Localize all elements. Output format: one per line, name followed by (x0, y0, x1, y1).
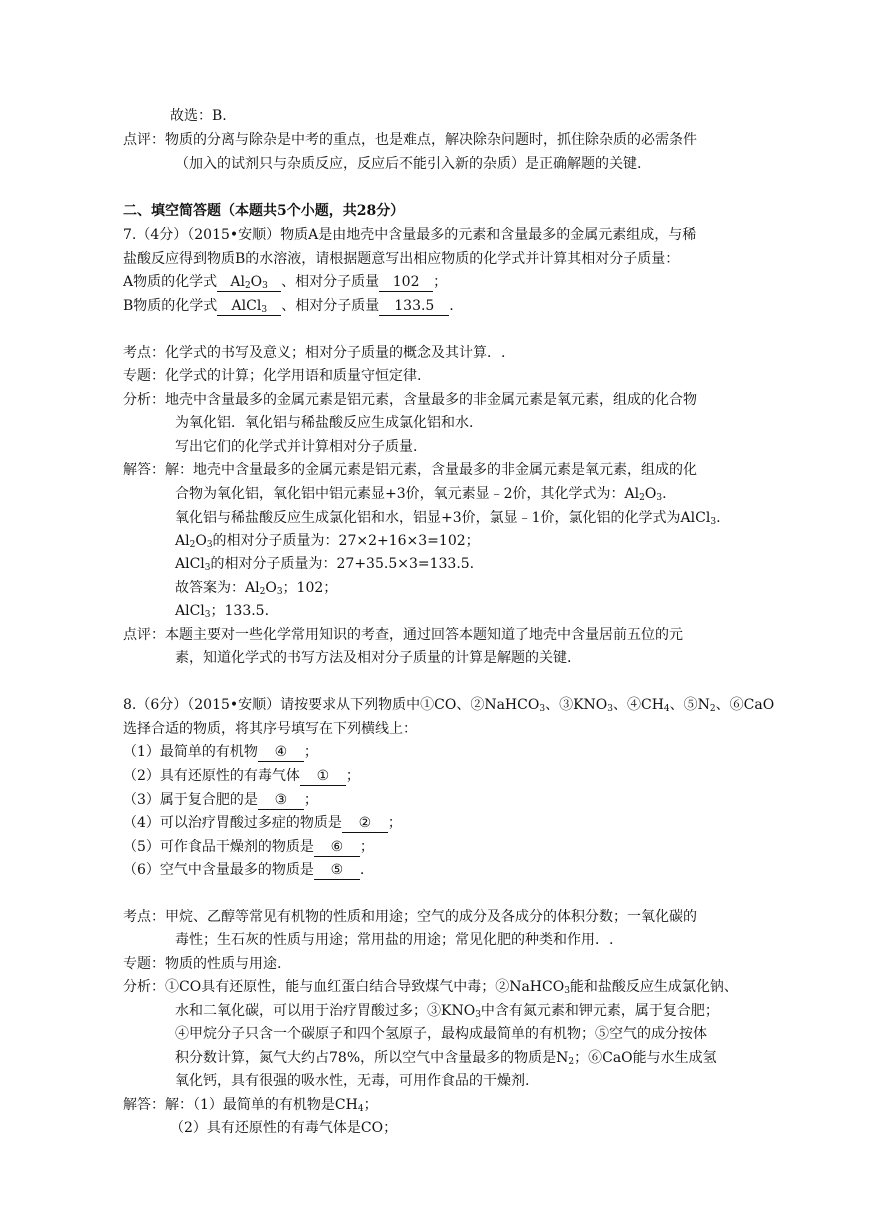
q7-jieda-4: $Al_2O_3$的相对分子质量为：27×2+16×3=102； (175, 533, 480, 550)
q8-answer-blank: ① (300, 768, 346, 786)
q8-fenxi-3: ④甲烷分子只含一个碳原子和四个氢原子，最构成最简单的有机物；⑤空气的成分按体 (175, 1026, 707, 1042)
q8-item-6: （6）空气中含量最多的物质是 ⑤ . (123, 862, 365, 878)
q7-zhuanti: 专题：化学式的计算；化学用语和质量守恒定律. (123, 368, 422, 384)
q7-pingjia-1: 点评：本题主要对一些化学常用知识的考查，通过回答本题知道了地壳中含量居前五位的元 (123, 627, 683, 643)
q8-kaodian-2: 毒性；生石灰的性质与用途；常用盐的用途；常见化肥的种类和作用．. (175, 932, 614, 948)
q8-stem-2: 选择合适的物质，将其序号填写在下列横线上： (123, 721, 417, 737)
q7-fenxi-3: 写出它们的化学式并计算相对分子质量. (175, 439, 418, 455)
q8-stem-1: 8.（6分）（2015•安顺）请按要求从下列物质中①CO、②NaHCO$_3$、$③KNO_3$、$④CH_4$、$⑤N_2$、⑥CaO (123, 697, 775, 714)
q7-jieda-2: 合物为氧化铝，氧化铝中铝元素显+3价，氧元素显﹣2价，其化学式为：$Al_2O_3$. (175, 486, 667, 503)
q8-answer-blank: ④ (258, 744, 304, 762)
q7-a-formula-blank: $Al_2O_3$ (217, 274, 281, 292)
q7-b-formula-blank: AlCl$_3$ (217, 298, 281, 316)
q8-answer-blank: ③ (258, 792, 304, 810)
q8-jieda-2: （2）具有还原性的有毒气体是CO； (170, 1120, 398, 1136)
q7-stem-2: 盐酸反应得到物质B的水溶液，请根据题意写出相应物质的化学式并计算其相对分子质量： (123, 251, 680, 267)
q8-answer-blank: ② (342, 815, 388, 833)
answer-choice: 故选：B. (170, 108, 227, 124)
q8-fenxi-5: 氧化钙，具有很强的吸水性，无毒，可用作食品的干燥剂. (175, 1073, 530, 1089)
q7-kaodian: 考点：化学式的书写及意义；相对分子质量的概念及其计算．. (123, 345, 506, 361)
q8-item-4: （4）可以治疗胃酸过多症的物质是 ② ； (123, 815, 402, 831)
q8-zhuanti: 专题：物质的性质与用途. (123, 956, 282, 972)
q8-fenxi-2: 水和二氧化碳，可以用于治疗胃酸过多；$③KNO_3$中含有氮元素和钾元素，属于复合肥； (175, 1003, 719, 1020)
q8-item-1: （1）最简单的有机物 ④ ； (123, 744, 318, 760)
q7-jieda-5: AlCl$_3$的相对分子质量为：27+35.5×3=133.5. (175, 556, 475, 573)
q8-item-5: （5）可作食品干燥剂的物质是 ⑥ ； (123, 839, 374, 855)
q8-answer-blank: ⑤ (314, 862, 360, 880)
q8-kaodian-1: 考点：甲烷、乙醇等常见有机物的性质和用途；空气的成分及各成分的体积分数；一氧化碳的 (123, 909, 697, 925)
q7-jieda-7: AlCl$_3$；133.5. (175, 603, 270, 620)
q7-jieda-1: 解答：解：地壳中含量最多的金属元素是铝元素，含量最多的非金属元素是氧元素，组成的化 (123, 462, 697, 478)
q8-answer-blank: ⑥ (314, 839, 360, 857)
q8-jieda-1: 解答：解：（1）最简单的有机物是$CH_4$； (123, 1097, 378, 1114)
q7-pingjia-2: 素，知道化学式的书写方法及相对分子质量的计算是解题的关键. (175, 650, 572, 666)
q8-fenxi-1: 分析：①CO具有还原性，能与血红蛋白结合导致煤气中毒；②NaHCO$_3$能和盐酸反应生成氯化钠、 (123, 979, 738, 996)
comment-line-2: （加入的试剂只与杂质反应，反应后不能引入新的杂质）是正确解题的关键. (175, 156, 642, 172)
q7-stem-1: 7.（4分）（2015•安顺）物质A是由地壳中含量最多的元素和含量最多的金属元素组成，与稀 (123, 227, 697, 243)
q7-a-mass-blank: 102 (379, 274, 433, 292)
q7-jieda-3: 氧化铝与稀盐酸反应生成氯化铝和水，铝显+3价，氯显﹣1价，氯化铝的化学式为AlCl$_3$. (175, 510, 721, 527)
q7-jieda-6: 故答案为：$Al_2O_3$；102； (175, 580, 338, 597)
q7-fenxi-2: 为氧化铝．氧化铝与稀盐酸反应生成氯化铝和水. (175, 415, 474, 431)
q7-line-b: B物质的化学式 AlCl$_3$ 、相对分子质量 133.5 . (123, 298, 454, 315)
q7-fenxi-1: 分析：地壳中含量最多的金属元素是铝元素，含量最多的非金属元素是氧元素，组成的化合物 (123, 392, 697, 408)
q7-b-mass-blank: 133.5 (379, 298, 449, 316)
section-title: 二、填空简答题（本题共5个小题，共28分） (123, 203, 405, 219)
comment-line-1: 点评：物质的分离与除杂是中考的重点，也是难点，解决除杂问题时，抓住除杂质的必需条件 (123, 132, 697, 148)
q8-fenxi-4: 积分数计算，氮气大约占78%，所以空气中含量最多的物质是$N_2$；⑥CaO能与水生成氢 (175, 1050, 717, 1067)
q8-item-3: （3）属于复合肥的是 ③ ； (123, 792, 318, 808)
q8-item-2: （2）具有还原性的有毒气体 ① ； (123, 768, 360, 784)
q7-line-a: A物质的化学式 $Al_2O_3$ 、相对分子质量 102 ； (123, 274, 448, 291)
